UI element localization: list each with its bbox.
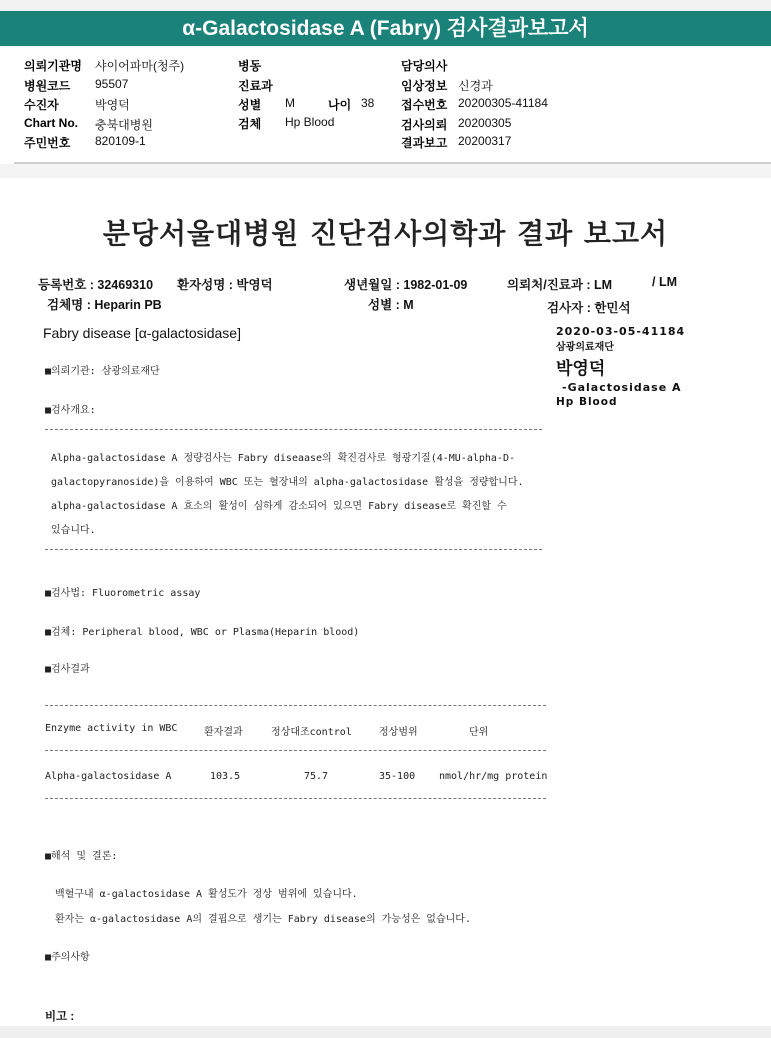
value-request-date: 20200305 — [458, 116, 512, 130]
label-patient: 수진자 — [24, 98, 59, 112]
table-header-patient-result: 환자결과 — [204, 727, 243, 738]
specimen-label — [556, 325, 685, 408]
top-strip — [0, 0, 771, 11]
dashed-divider — [45, 549, 542, 550]
interpretation-line-2: 환자는 α-galactosidase A의 결핍으로 생기는 Fabry disease의 가능성은 없습니다. — [55, 914, 471, 925]
label-patient-name: 박영덕 — [556, 359, 606, 379]
examiner: 검사자 : 한민석 — [547, 301, 631, 315]
label-receipt-no: 접수번호 — [401, 98, 448, 112]
label-hospital-code: 병원코드 — [24, 79, 71, 93]
overview-line-3: alpha-galactosidase A 효소의 활성이 심하게 감소되어 있으면 Fabry disease로 확진할 수 — [51, 501, 507, 512]
dashed-divider — [45, 429, 542, 430]
value-receipt-no: 20200305-41184 — [458, 96, 548, 110]
label-lab-name: 삼광의료재단 — [556, 342, 614, 353]
label-chart-no: Chart No. — [24, 116, 78, 130]
table-cell-normal-range: 35-100 — [379, 771, 416, 782]
table-cell-control: 75.7 — [304, 771, 329, 782]
requesting-department: 의뢰처/진료과 : LM — [507, 278, 613, 292]
report-title-bar: α-Galactosidase A (Fabry) 검사결과보고서 — [0, 11, 771, 46]
value-sex: M — [285, 96, 295, 110]
value-report-date: 20200317 — [458, 134, 512, 148]
label-doctor: 담당의사 — [401, 59, 448, 73]
page-gap — [0, 164, 771, 178]
label-age: 나이 — [328, 98, 352, 112]
label-sex: 성별 — [238, 98, 262, 112]
patient-name: 환자성명 : 박영덕 — [177, 278, 273, 292]
label-specimen-type: Hp Blood — [556, 396, 618, 408]
label-report-date: 결과보고 — [401, 136, 448, 150]
remark-label: 비고 : — [45, 1011, 75, 1023]
table-header-control: 정상대조control — [271, 727, 352, 738]
document-title: 분당서울대병원 진단검사의학과 결과 보고서 — [102, 217, 669, 250]
result-heading: ■검사결과 — [45, 664, 90, 675]
overview-line-1: Alpha-galactosidase A 정량검사는 Fabry diseaase의 확진검사로 형광기질(4-MU-alpha-D- — [51, 453, 515, 464]
label-test-name: -Galactosidase A — [562, 381, 682, 394]
bottom-strip — [0, 1026, 771, 1038]
label-resident-no: 주민번호 — [24, 136, 71, 150]
value-resident-no: 820109-1 — [95, 134, 146, 148]
value-hospital-code: 95507 — [95, 77, 129, 91]
section-title: Fabry disease [α-galactosidase] — [43, 325, 241, 341]
caution-heading: ■주의사항 — [45, 952, 90, 963]
label-ward: 병동 — [238, 59, 262, 73]
value-age: 38 — [361, 96, 375, 110]
specimen-name: 검체명 : Heparin PB — [47, 298, 162, 312]
label-clinical-info: 임상정보 — [401, 79, 448, 93]
birth-date: 생년월일 : 1982-01-09 — [344, 278, 468, 292]
value-patient: 박영덕 — [95, 98, 130, 112]
value-chart-no: 충북대병원 — [95, 118, 153, 132]
registration-number: 등록번호 : 32469310 — [38, 278, 154, 292]
requesting-institution: ■의뢰기관: 삼광의료재단 — [45, 366, 160, 377]
overview-line-2: galactopyranoside)을 이용하여 WBC 또는 혈장내의 alpha-galactosidase 활성을 정량합니다. — [51, 477, 524, 488]
requesting-department-secondary: / LM — [652, 275, 677, 289]
label-department: 진료과 — [238, 79, 273, 93]
patient-sex: 성별 : M — [368, 298, 414, 312]
overview-line-4: 있습니다. — [51, 525, 96, 536]
table-bottom-rule — [45, 798, 546, 799]
table-cell-unit: nmol/hr/mg protein — [439, 771, 548, 782]
interpretation-line-1: 백혈구내 α-galactosidase A 활성도가 정상 범위에 있습니다. — [55, 889, 358, 900]
table-header-rule — [45, 750, 546, 751]
test-specimen: ■검체: Peripheral blood, WBC or Plasma(Heparin blood) — [45, 627, 360, 638]
table-top-rule — [45, 705, 546, 706]
interpretation-heading: ■해석 및 결론: — [45, 851, 118, 862]
overview-heading: ■검사개요: — [45, 405, 96, 416]
label-receipt-number: 2020-03-05-41184 — [556, 325, 686, 338]
table-header-normal-range: 정상범위 — [379, 727, 418, 738]
label-request-date: 검사의뢰 — [401, 118, 448, 132]
value-institution: 샤이어파마(청주) — [95, 59, 185, 73]
table-header-enzyme: Enzyme activity in WBC — [45, 723, 178, 734]
table-header-unit: 단위 — [469, 727, 489, 738]
value-specimen: Hp Blood — [285, 115, 335, 129]
table-cell-enzyme: Alpha-galactosidase A — [45, 771, 172, 782]
label-specimen: 검체 — [238, 117, 262, 131]
table-cell-patient-result: 103.5 — [210, 771, 241, 782]
label-institution: 의뢰기관명 — [24, 59, 82, 73]
value-clinical-info: 신경과 — [458, 79, 493, 93]
test-method: ■검사법: Fluorometric assay — [45, 588, 201, 599]
